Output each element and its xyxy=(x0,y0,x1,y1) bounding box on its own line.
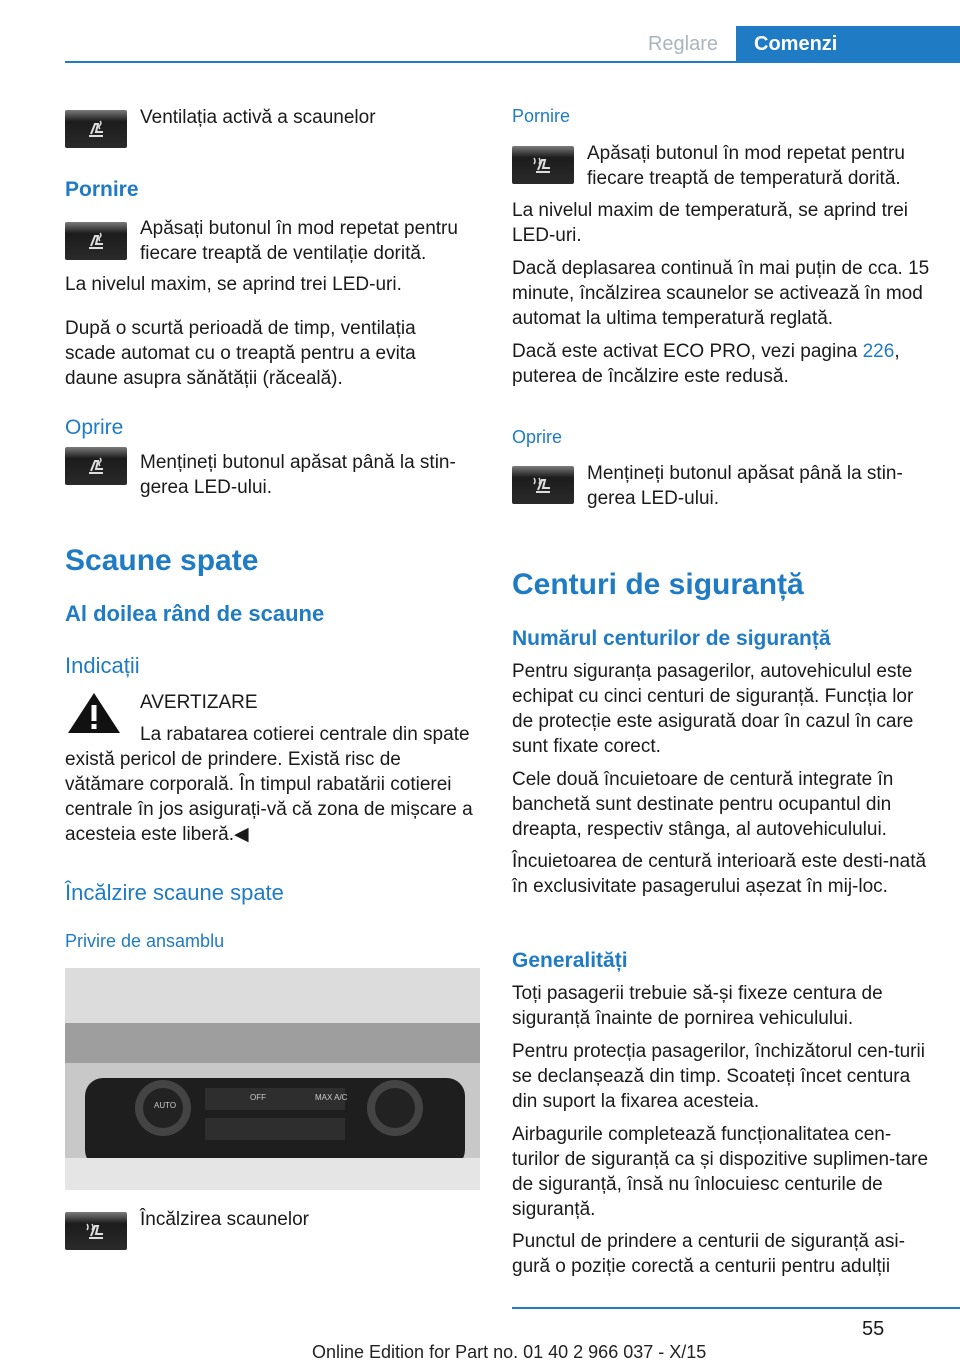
page-number: 55 xyxy=(862,1318,885,1340)
incalzirea-label: Încălzirea scaunelor xyxy=(140,1209,309,1230)
avertizare-label: AVERTIZARE xyxy=(140,692,258,713)
pornire-heading-left: Pornire xyxy=(65,178,139,201)
photo-max-label: MAX A/C xyxy=(315,1093,348,1102)
gen-paragraph-2: Pentru protecția pasagerilor, închizătorul cen-turii se declanșează din timp. Scoateți încet centura din suport la fixarea acesteia. xyxy=(512,1041,925,1112)
oprire-heading-right: Oprire xyxy=(512,427,563,447)
oprire-text-left: Mențineți butonul apăsat până la stin-gerea LED-ului. xyxy=(140,452,456,498)
oprire-heading-left: Oprire xyxy=(65,416,124,439)
privire-heading: Privire de ansamblu xyxy=(65,931,225,951)
scaune-spate-heading: Scaune spate xyxy=(65,544,259,577)
footer-rule xyxy=(512,1307,960,1309)
warning-text: La rabatarea cotierei centrale din spate există pericol de prindere. Există risc de vătămare corporală. În timpul rabatării cotierei centrale în jos asigurați-vă că zona de mișcare a acesteia este liberă.◀ xyxy=(65,724,473,845)
seat-heating-icon xyxy=(512,146,574,184)
after-time-text: După o scurtă perioadă de timp, ventilația scade automat cu o treaptă pentru a evita daune asupra sănătății (răceală). xyxy=(65,318,416,389)
numarul-paragraph-3: Încuietoarea de centură interioară este desti-nată în exclusivitate pasagerului așezat în mij-loc. xyxy=(512,851,927,897)
pornire-text-left: Apăsați butonul în mod repetat pentru fiecare treaptă de ventilație dorită. xyxy=(140,218,458,264)
header-rule xyxy=(65,61,960,63)
generalitati-heading: Generalități xyxy=(512,949,628,972)
pornire-text-right: Apăsați butonul în mod repetat pentru fiecare treaptă de temperatură dorită. xyxy=(587,143,905,189)
seat-heating-icon xyxy=(65,1212,127,1250)
tab-comenzi[interactable]: Comenzi xyxy=(736,26,960,62)
numarul-paragraph-1: Pentru siguranța pasagerilor, autovehiculul este echipat cu cinci centuri de siguranță. Funcția lor de protecție este asigurată doar în cazul în care sunt fixate corect. xyxy=(512,661,914,757)
seat-ventilation-icon xyxy=(65,222,127,260)
centuri-heading: Centuri de siguranță xyxy=(512,568,804,601)
oprire-text-right: Mențineți butonul apăsat până la stin-gerea LED-ului. xyxy=(587,463,903,509)
seat-heating-icon xyxy=(512,466,574,504)
gen-paragraph-4: Punctul de prindere a centurii de siguranță asi-gură o poziție corectă a centurii pentru adulții xyxy=(512,1231,905,1277)
eco-text xyxy=(512,339,932,389)
seat-ventilation-icon xyxy=(65,110,127,148)
gen-paragraph-3: Airbagurile completează funcționalitatea cen-turilor de siguranță ca și dispozitive suplimen-tare de siguranță, însă nu înlocuiesc centurile de siguranță. xyxy=(512,1124,929,1220)
numarul-heading: Numărul centurilor de siguranță xyxy=(512,627,831,650)
max-level-left: La nivelul maxim, se aprind trei LED-uri. xyxy=(65,274,402,295)
incalzire-spate-heading: Încălzire scaune spate xyxy=(65,880,284,905)
eco-page-link[interactable]: 226 xyxy=(862,341,895,362)
eco-pre: Dacă este activat ECO PRO, vezi pagina xyxy=(512,341,863,362)
header-bar xyxy=(0,0,960,62)
numarul-paragraph-2: Cele două încuietoare de centură integrate în banchetă sunt destinate pentru ocupantul din dreapta, respectiv stânga, al autovehiculului. xyxy=(512,769,894,840)
tab-reglare[interactable]: Reglare xyxy=(647,33,719,55)
photo-off-label: OFF xyxy=(250,1093,266,1102)
deplasare-text: Dacă deplasarea continuă în mai puțin de cca. 15 minute, încălzirea scaunelor se activează în mod automat la ultima temperatură reglată. xyxy=(512,258,930,329)
seat-ventilation-icon xyxy=(65,447,127,485)
rear-climate-panel-photo xyxy=(65,968,480,1190)
indicatii-heading: Indicații xyxy=(65,653,140,678)
al-doilea-heading: Al doilea rând de scaune xyxy=(65,601,325,626)
max-level-right: La nivelul maxim de temperatură, se aprind trei LED-uri. xyxy=(512,200,909,246)
pornire-heading-right: Pornire xyxy=(512,106,571,126)
vent-active-label: Ventilația activă a scaunelor xyxy=(140,107,376,128)
photo-auto-label: AUTO xyxy=(154,1101,177,1110)
eco-post: , puterea de încălzire este redusă. xyxy=(512,341,900,387)
gen-paragraph-1: Toți pasagerii trebuie să-și fixeze centura de siguranță înainte de pornirea vehiculului. xyxy=(512,983,883,1029)
edition-footer: Online Edition for Part no. 01 40 2 966 037 - X/15 xyxy=(312,1342,707,1362)
